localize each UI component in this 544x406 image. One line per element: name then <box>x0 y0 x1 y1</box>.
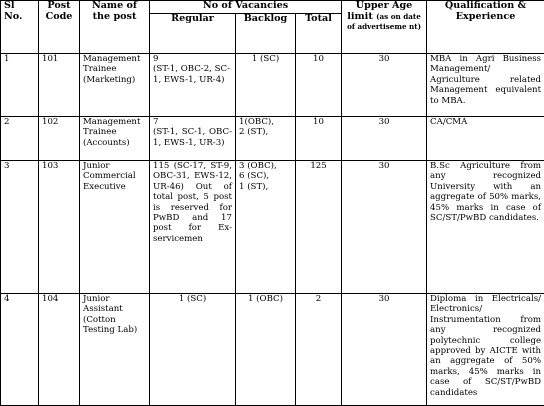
header-total: Total <box>296 14 342 54</box>
cell-code: 102 <box>39 117 80 161</box>
header-qualification: Qualification & Experience <box>427 1 544 54</box>
table-row <box>1 294 544 406</box>
cell-sl: 2 <box>1 117 39 161</box>
table-row <box>1 161 544 294</box>
cell-regular: 115 (SC-17, ST-9, OBC-31, EWS-12, UR-46) Out of total post, 5 post is reserved for PwBD and 17 post for Ex-servicemen <box>150 161 236 294</box>
header-upper-age-main: Upper Age limit <box>347 0 412 22</box>
header-vacancies: No of Vacancies <box>150 1 342 14</box>
header-row <box>1 1 544 14</box>
table-row <box>1 117 544 161</box>
cell-total: 2 <box>296 294 342 406</box>
header-post-code: Post Code <box>39 1 80 54</box>
cell-qualification: CA/CMA <box>427 117 544 161</box>
cell-code: 101 <box>39 54 80 117</box>
cell-regular: 1 (SC) <box>150 294 236 406</box>
cell-sl: 4 <box>1 294 39 406</box>
table-row <box>1 54 544 117</box>
header-sl-no: Sl No. <box>1 1 39 54</box>
cell-total: 125 <box>296 161 342 294</box>
cell-qualification: MBA in Agri Business Management/ Agriculture related Management equivalent to MBA. <box>427 54 544 117</box>
header-regular: Regular <box>150 14 236 54</box>
cell-post: Management Trainee (Marketing) <box>80 54 150 117</box>
cell-sl: 3 <box>1 161 39 294</box>
cell-code: 103 <box>39 161 80 294</box>
cell-total: 10 <box>296 54 342 117</box>
header-upper-age <box>342 1 427 54</box>
cell-code: 104 <box>39 294 80 406</box>
cell-backlog: 1 (OBC) <box>236 294 296 406</box>
cell-qualification: B.Sc Agriculture from any recognized University with an aggregate of 50% marks, 45% marks in case of SC/ST/PwBD candidates. <box>427 161 544 294</box>
cell-age: 30 <box>342 54 427 117</box>
cell-post: Junior Assistant (Cotton Testing Lab) <box>80 294 150 406</box>
cell-backlog: 1 (SC) <box>236 54 296 117</box>
cell-qualification: Diploma in Electricals/ Electronics/ Instrumentation from any recognized polytechnic college approved by AICTE with an aggregate of 50% marks, 45% marks in case of SC/ST/PwBD candidates <box>427 294 544 406</box>
cell-age: 30 <box>342 117 427 161</box>
cell-regular: 7 (ST-1, SC-1, OBC-1, EWS-1, UR-3) <box>150 117 236 161</box>
cell-backlog: 1(OBC), 2 (ST), <box>236 117 296 161</box>
cell-total: 10 <box>296 117 342 161</box>
cell-post: Management Trainee (Accounts) <box>80 117 150 161</box>
header-upper-age-sub: (as on date of advertiseme nt) <box>347 12 421 32</box>
cell-age: 30 <box>342 161 427 294</box>
cell-post: Junior Commercial Executive <box>80 161 150 294</box>
cell-sl: 1 <box>1 54 39 117</box>
cell-age: 30 <box>342 294 427 406</box>
cell-backlog: 3 (OBC), 6 (SC), 1 (ST), <box>236 161 296 294</box>
header-post-name: Name of the post <box>80 1 150 54</box>
cell-regular: 9 (ST-1, OBC-2, SC-1, EWS-1, UR-4) <box>150 54 236 117</box>
header-backlog: Backlog <box>236 14 296 54</box>
